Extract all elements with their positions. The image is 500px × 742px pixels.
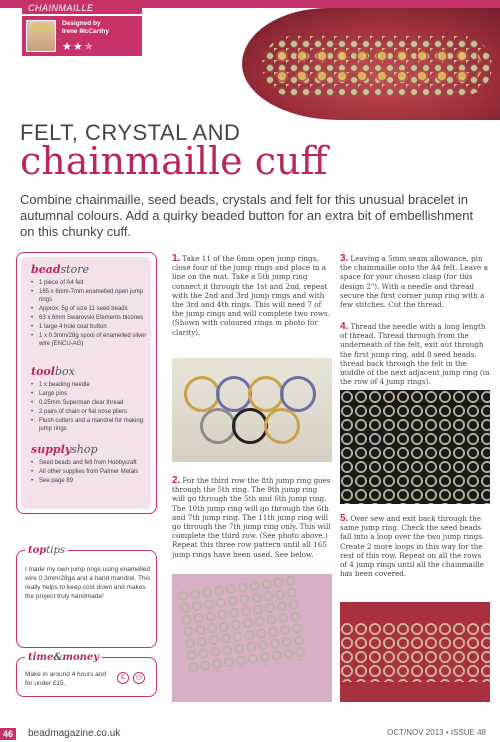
bead-store-heading: beadstore (31, 263, 89, 276)
list-item: • See page 89 (31, 477, 153, 485)
pound-icon: £ (117, 672, 129, 684)
time-money-box (16, 652, 157, 697)
star-icon: ★ (83, 41, 95, 53)
section-tag: CHAINMAILLE (22, 2, 142, 14)
step-number: 1. (172, 253, 181, 264)
tool-box-heading: toolbox (31, 365, 75, 378)
list-item: • Flush cutters and a mandrel for making jump rings (31, 417, 153, 433)
list-item: • 1 large 4 hole coat button (31, 323, 153, 331)
designer-photo (26, 20, 56, 52)
list-item: • 0.25mm Superman clear thread (31, 399, 153, 407)
step-number: 4. (340, 321, 349, 332)
page-footer (0, 720, 500, 742)
top-tips-box (16, 545, 157, 648)
difficulty-rating (62, 40, 95, 53)
list-item: • 1 x 0.3mm/28g spool of enamelled silver wire (ENCU-AG) (31, 332, 153, 348)
title-line-1: FELT, CRYSTAL AND (20, 120, 241, 145)
list-item: • Approx. 5g of size 11 seed beads (31, 305, 153, 313)
step-1 (172, 254, 332, 337)
top-tips-heading: toptips (25, 545, 68, 556)
designer-name: Irene McCarthy (62, 28, 109, 35)
step-2 (172, 476, 332, 559)
time-money-text: Make in around 4 hours and for under £15. (25, 671, 106, 687)
step-2-photo (172, 574, 332, 702)
tool-box-list (31, 381, 153, 434)
supply-shop-list (31, 459, 153, 486)
list-item: • 2 pairs of chain or flat nose pliers (31, 408, 153, 416)
list-item: • Large pins (31, 390, 153, 398)
materials-sidebar (16, 252, 157, 514)
title-line-2: chainmaille cuff (20, 139, 328, 183)
hero-cuff-photo (242, 8, 500, 120)
issue-label: OCT/NOV 2013 • ISSUE 48 (387, 728, 486, 737)
list-item: • 1 x beading needle (31, 381, 153, 389)
step-number: 2. (172, 475, 181, 486)
designer-credit (62, 20, 109, 36)
top-tips-text: I made my own jump rings using enamelled wire 0.3mm/28ga and a hand mandrel. This really helps to keep cost down and makes the project truly handmade! (25, 566, 151, 600)
step-5-photo (340, 602, 490, 702)
step-number: 5. (340, 513, 349, 524)
star-icon: ★ (62, 41, 73, 53)
website-link[interactable]: beadmagazine.co.uk (28, 728, 121, 739)
page-number: 46 (0, 728, 16, 740)
designer-panel (22, 16, 142, 56)
supply-shop-heading: supplyshop (31, 443, 98, 456)
step-text: Over sew and exit back through the same jump ring. Check the seed beads fall into a loop over the two jump rings. Create 2 more loops in this way for the rest of this row. Repeat on all the rows of 4 jump rings until all the chainmaille has been covered. (340, 514, 485, 579)
step-text: Thread the needle with a long length of thread. Thread through from the underneath of the felt, exit out through the first jump ring, add 8 seed beads, thread back through the felt in the middle of the next adjacent jump ring (in the row of 4 jump rings). (340, 322, 490, 387)
step-text: For the third row the 8th jump ring goes through the 5th ring. The 9th jump ring will go through the 5th and 6th jump ring. The 10th jump ring will go through the 6th and 7th jump ring. The 11th jump ring will go through the 7th jump ring only. This will complete the third row. (See photo above.) Repeat this three row pattern until all 165 jump rings have been used. See below. (172, 476, 331, 559)
list-item: • 1 piece of A4 felt (31, 279, 153, 287)
list-item: • 165 x 6mm-7mm enamelled open jump rings (31, 288, 153, 304)
list-item: • 63 x 6mm Swarovski Elements bicones (31, 314, 153, 322)
bead-store-list (31, 279, 153, 349)
list-item: • All other supplies from Palmer Metals (31, 468, 153, 476)
designed-by-label: Designed by (62, 20, 101, 27)
step-text: Leaving a 5mm seam allowance, pin the chainmaille onto the A4 felt. Leave a space for your chosen clasp (for this design 2"). With a needle and thread secure the first corner jump ring with a few stitches. Cut the thread. (340, 254, 488, 310)
step-1-photo (172, 358, 332, 462)
time-money-heading: time&money (25, 652, 102, 663)
step-5 (340, 514, 490, 578)
step-3 (340, 254, 490, 309)
list-item: • Seed beads and felt from Hobbycraft (31, 459, 153, 467)
step-4-photo (340, 390, 490, 504)
intro-text: Combine chainmaille, seed beads, crystals and felt for this unusual bracelet in autumnal colours. Add a quirky beaded button for an extra bit of embellishment on this chunky cuff. (20, 192, 474, 239)
star-icon: ★ (72, 41, 84, 53)
step-number: 3. (340, 253, 349, 264)
step-text: Take 11 of the 6mm open jump rings, close four of the jump rings and place in a line on the mat. Take a 5th jump ring connect it through the 1st and 2nd, repeat with the 2nd and 3rd jump rings and with the 3rd and 4th rings. This will need 7 of the jump rings and will complete two rows. (Shown with coloured rings in photo for clarity). (172, 254, 330, 337)
step-4 (340, 322, 490, 386)
clock-icon: ◷ (133, 672, 145, 684)
